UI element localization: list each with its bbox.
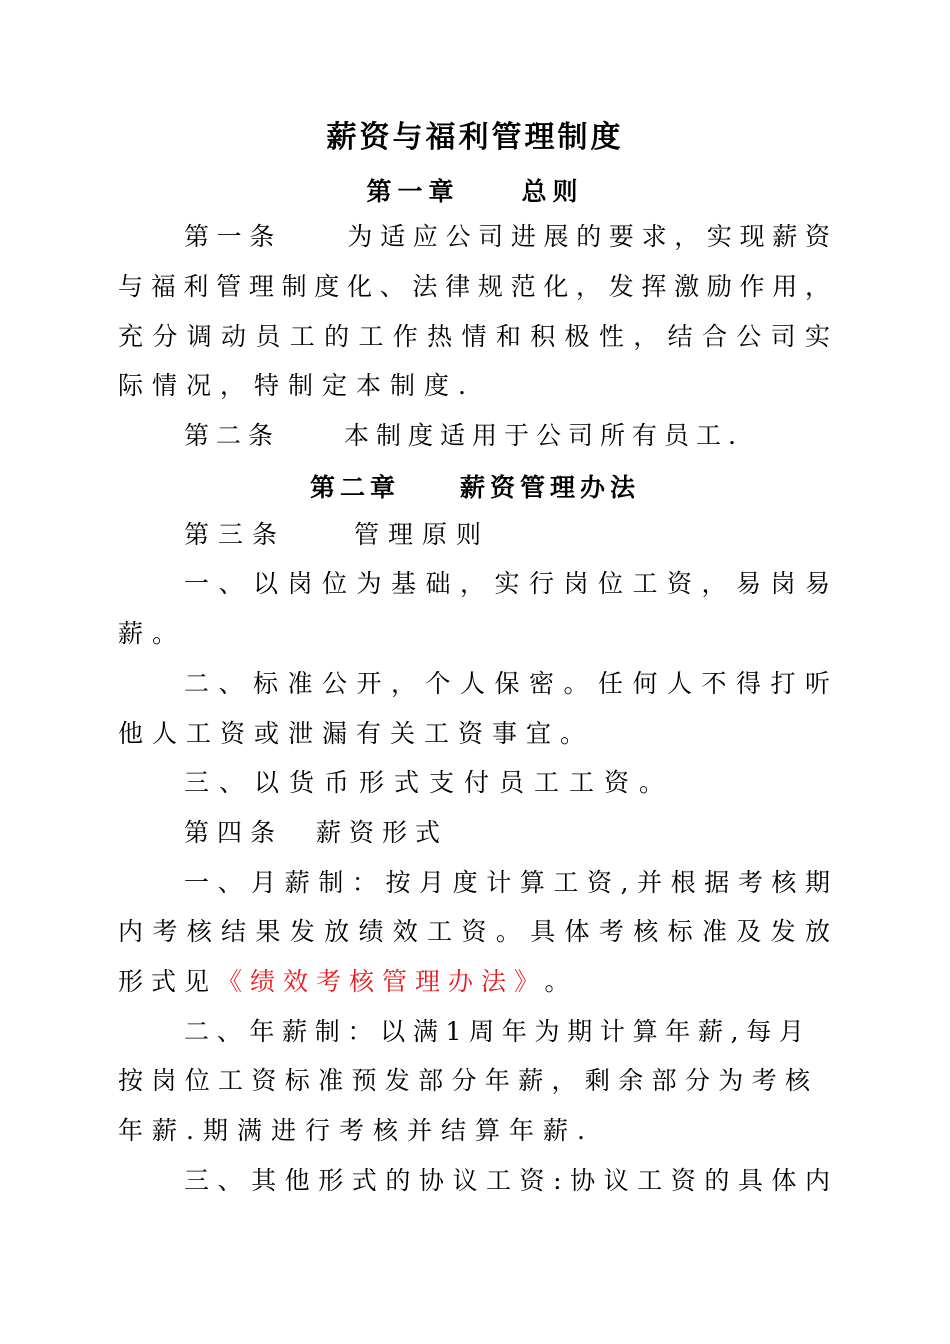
form-2-line-1: 二、年薪制：以满1周年为期计算年薪,每月: [184, 1017, 804, 1046]
article-4-heading: 第四条 薪资形式: [184, 818, 449, 847]
article-1-line-1: 第一条 为适应公司进展的要求，实现薪资: [184, 222, 830, 251]
form-1-line-3-prefix: 形式见: [118, 967, 218, 996]
form-1-line-3-suffix: 。: [544, 967, 578, 996]
article-1-line-4: 际情况，特制定本制度.: [118, 371, 475, 400]
chapter-1-heading: 第一章 总则: [366, 177, 584, 206]
principle-2-line-2: 他人工资或泄漏有关工资事宜。: [118, 719, 595, 748]
form-1-line-3: [118, 965, 830, 999]
form-1-line-1: 一、月薪制：按月度计算工资,并根据考核期: [184, 868, 830, 897]
document-title: 薪资与福利管理制度: [326, 120, 624, 155]
article-1-line-3: 充分调动员工的工作热情和积极性，结合公司实: [118, 322, 830, 351]
principle-3-text: 三、以货币形式支付员工工资。: [184, 768, 675, 797]
principle-1-line-2: 薪。: [118, 619, 187, 648]
article-3-heading: 第三条 管理原则: [184, 520, 491, 549]
form-2-line-3: 年薪.期满进行考核并结算年薪.: [118, 1116, 594, 1145]
form-1-line-2: 内考核结果发放绩效工资。具体考核标准及发放: [118, 917, 830, 946]
principle-2-line-1: 二、标准公开，个人保密。任何人不得打听: [184, 669, 830, 698]
principle-1-line-1: 一、以岗位为基础，实行岗位工资，易岗易: [184, 569, 830, 598]
form-2-line-2: 按岗位工资标准预发部分年薪，剩余部分为考核: [118, 1066, 810, 1095]
article-2-text: 第二条 本制度适用于公司所有员工.: [184, 421, 743, 450]
performance-appraisal-reference: 《绩效考核管理办法》: [217, 967, 535, 996]
article-1-line-2: 与福利管理制度化、法律规范化，发挥激励作用，: [118, 272, 830, 301]
chapter-2-heading: 第二章 薪资管理办法: [309, 473, 640, 502]
form-3-line-1: 三、其他形式的协议工资:协议工资的具体内: [184, 1166, 830, 1195]
